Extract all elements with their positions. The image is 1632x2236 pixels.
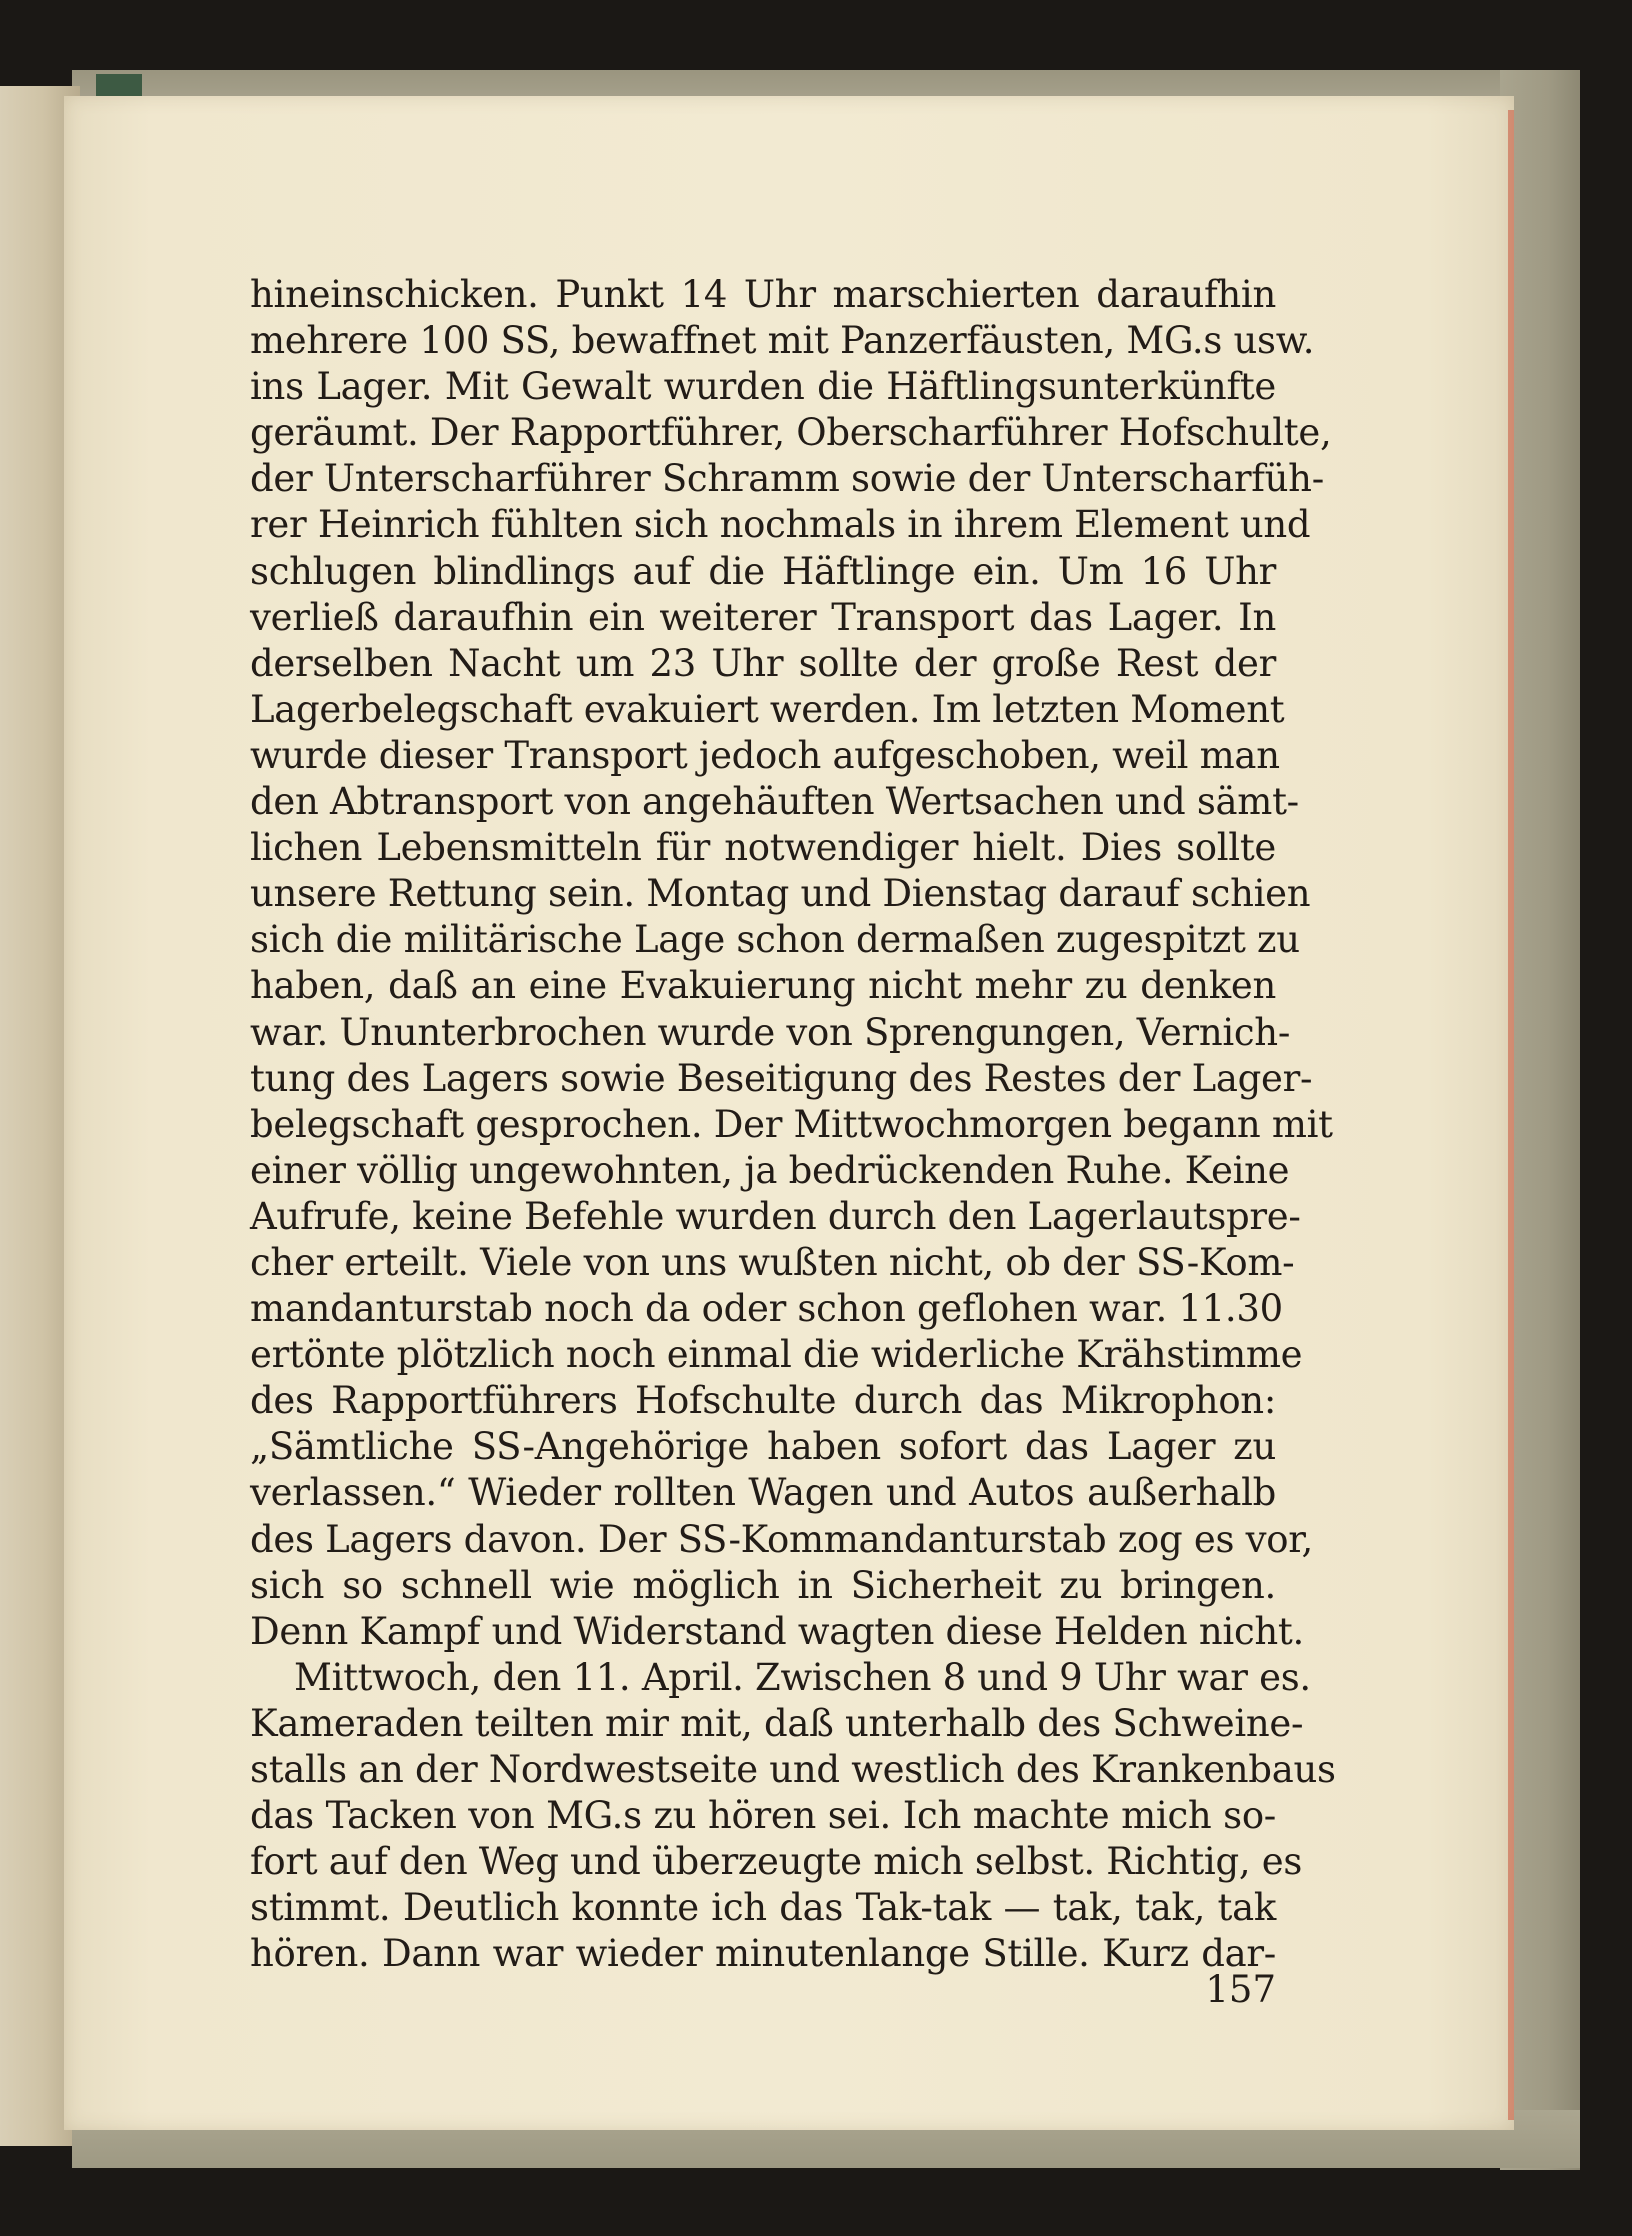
text-line: lichen Lebensmitteln für notwendiger hielt. Dies sollte <box>250 826 1276 870</box>
text-line: stimmt. Deutlich konnte ich das Tak-tak — tak, tak, tak <box>250 1886 1276 1930</box>
text-line: verließ daraufhin ein weiterer Transport das Lager. In <box>250 595 1276 639</box>
text-line: wurde dieser Transport jedoch aufgeschoben, weil man <box>250 733 1280 777</box>
text-line: ertönte plötzlich noch einmal die widerliche Krähstimme <box>250 1333 1303 1377</box>
text-line: einer völlig ungewohnten, ja bedrückenden Ruhe. Keine <box>250 1148 1290 1192</box>
text-line: ins Lager. Mit Gewalt wurden die Häftlingsunterkünfte <box>250 365 1276 409</box>
text-line: fort auf den Weg und überzeugte mich selbst. Richtig, es <box>250 1840 1303 1884</box>
page-red-edge <box>1508 110 1514 2120</box>
text-line: Kameraden teilten mir mit, daß unterhalb des Schweine- <box>250 1701 1304 1745</box>
text-line: rer Heinrich fühlten sich nochmals in ihrem Element und <box>250 503 1311 547</box>
text-line: hineinschicken. Punkt 14 Uhr marschierten daraufhin <box>250 273 1276 316</box>
text-line: haben, daß an eine Evakuierung nicht mehr zu denken <box>250 964 1276 1008</box>
text-line: unsere Rettung sein. Montag und Dienstag darauf schien <box>250 872 1311 916</box>
text-line: belegschaft gesprochen. Der Mittwochmorgen begann mit <box>250 1102 1333 1146</box>
text-line: schlugen blindlings auf die Häftlinge ein. Um 16 Uhr <box>250 549 1276 593</box>
text-line-paragraph-end: Denn Kampf und Widerstand wagten diese Helden nicht. <box>250 1609 1304 1653</box>
text-line: der Unterscharführer Schramm sowie der Unterscharfüh- <box>250 457 1324 501</box>
text-line: „Sämtliche SS-Angehörige haben sofort das Lager zu <box>250 1425 1276 1469</box>
text-line: hören. Dann war wieder minutenlange Stille. Kurz dar- <box>250 1932 1276 1976</box>
text-line: des Lagers davon. Der SS-Kommandanturstab zog es vor, <box>250 1517 1313 1561</box>
text-line-paragraph-start: Mittwoch, den 11. April. Zwischen 8 und 9 Uhr war es. <box>294 1655 1311 1699</box>
text-line: Lagerbelegschaft evakuiert werden. Im letzten Moment <box>250 687 1285 731</box>
text-line: derselben Nacht um 23 Uhr sollte der große Rest der <box>250 641 1276 685</box>
text-line: Aufrufe, keine Befehle wurden durch den Lagerlautspre- <box>250 1194 1301 1238</box>
text-line: das Tacken von MG.s zu hören sei. Ich machte mich so- <box>250 1794 1276 1838</box>
page-body-text <box>250 272 1336 1977</box>
bookmark-ribbon <box>96 74 142 96</box>
text-line: sich die militärische Lage schon dermaßen zugespitzt zu <box>250 918 1300 962</box>
text-line: tung des Lagers sowie Beseitigung des Restes der Lager- <box>250 1056 1313 1100</box>
text-line: des Rapportführers Hofschulte durch das Mikrophon: <box>250 1379 1276 1423</box>
text-line: sich so schnell wie möglich in Sicherheit zu bringen. <box>250 1563 1276 1607</box>
page-number: 157 <box>1205 1968 1276 2011</box>
text-line: verlassen.“ Wieder rollten Wagen und Autos außerhalb <box>250 1471 1276 1515</box>
text-line: cher erteilt. Viele von uns wußten nicht, ob der SS-Kom- <box>250 1240 1295 1284</box>
text-line: mandanturstab noch da oder schon geflohen war. 11.30 <box>250 1287 1283 1331</box>
text-line: stalls an der Nordwestseite und westlich des Krankenbaus <box>250 1748 1336 1791</box>
text-line: den Abtransport von angehäuften Wertsachen und sämt- <box>250 780 1299 824</box>
text-line: geräumt. Der Rapportführer, Oberscharführer Hofschulte, <box>250 411 1332 455</box>
text-line: mehrere 100 SS, bewaffnet mit Panzerfäusten, MG.s usw. <box>250 319 1315 363</box>
text-line: war. Ununterbrochen wurde von Sprengungen, Vernich- <box>250 1010 1291 1054</box>
